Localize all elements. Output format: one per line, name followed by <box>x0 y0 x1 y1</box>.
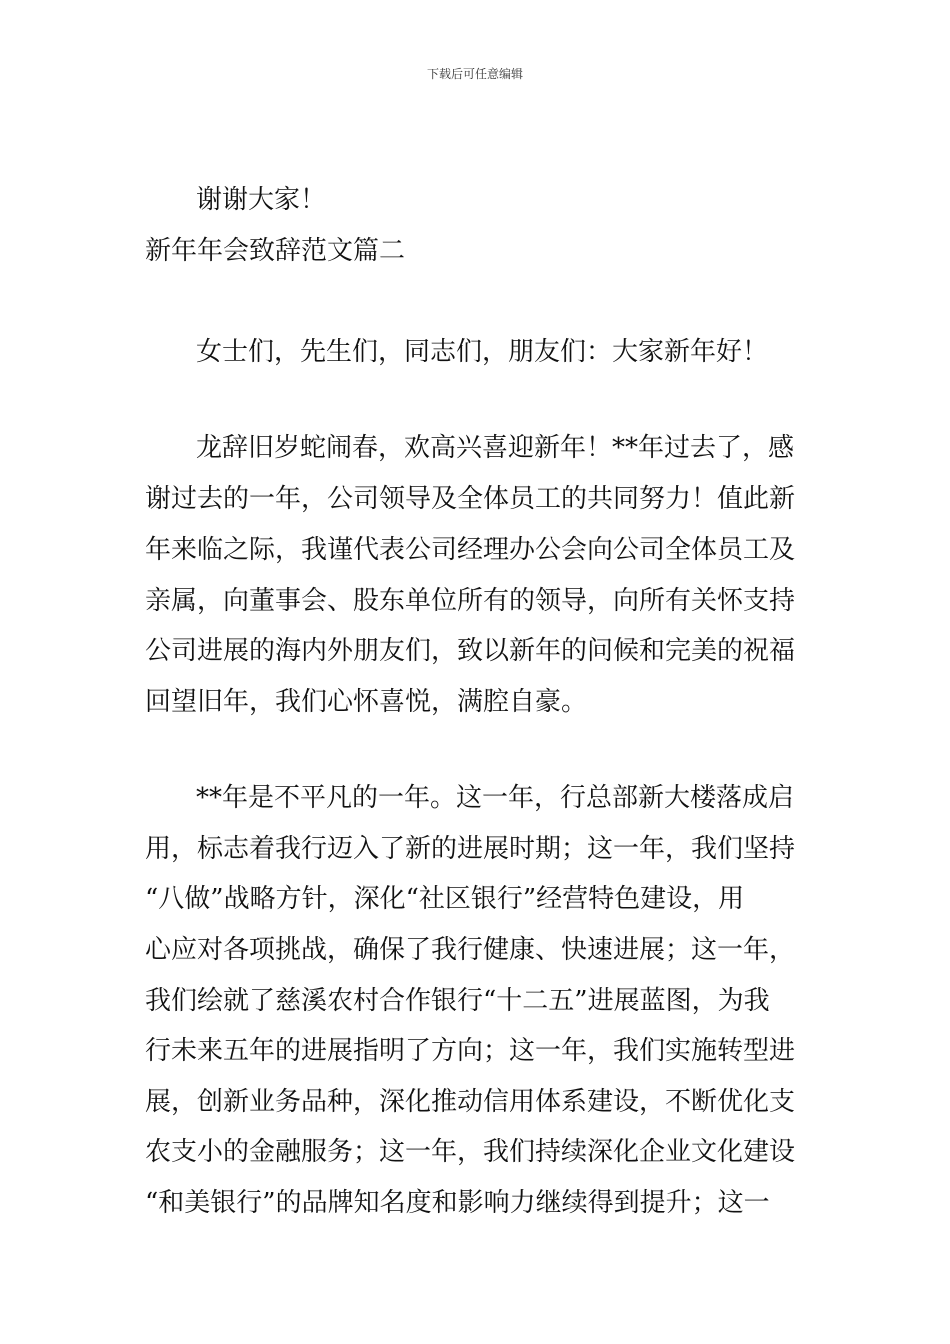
paragraph-line: **年是不平凡的一年。这一年，行总部新大楼落成启 <box>196 783 795 813</box>
paragraph-line: 展，创新业务品种，深化推动信用体系建设，不断优化支 <box>145 1087 796 1117</box>
paragraph-line: 年来临之际，我谨代表公司经理办公会向公司全体员工及 <box>145 535 796 565</box>
paragraph-line: “八做”战略方针，深化“社区银行”经营特色建设，用 <box>145 884 745 914</box>
paragraph-line: 农支小的金融服务；这一年，我们持续深化企业文化建设 <box>145 1137 796 1167</box>
paragraph-line: 公司进展的海内外朋友们，致以新年的问候和完美的祝福 <box>145 636 796 666</box>
paragraph-line: 谢过去的一年，公司领导及全体员工的共同努力！值此新 <box>145 484 796 514</box>
paragraph-line: 用，标志着我行迈入了新的进展时期；这一年，我们坚持 <box>145 834 796 864</box>
paragraph-line: “和美银行”的品牌知名度和影响力继续得到提升；这一 <box>145 1188 770 1218</box>
paragraph-line: 亲属，向董事会、股东单位所有的领导，向所有关怀支持 <box>145 586 796 616</box>
greeting-line: 女士们，先生们，同志们，朋友们：大家新年好！ <box>196 337 769 367</box>
paragraph-line: 回望旧年，我们心怀喜悦，满腔自豪。 <box>145 687 588 717</box>
closing-line: 谢谢大家！ <box>196 185 327 215</box>
paragraph-line: 龙辞旧岁蛇闹春，欢高兴喜迎新年！**年过去了，感 <box>196 433 795 463</box>
paragraph-line: 心应对各项挑战，确保了我行健康、快速进展；这一年， <box>145 935 796 965</box>
section-title: 新年年会致辞范文篇二 <box>145 236 406 266</box>
paragraph-line: 我们绘就了慈溪农村合作银行“十二五”进展蓝图，为我 <box>145 986 770 1016</box>
page-header-note: 下载后可任意编辑 <box>426 67 523 81</box>
paragraph-line: 行未来五年的进展指明了方向；这一年，我们实施转型进 <box>145 1036 796 1066</box>
